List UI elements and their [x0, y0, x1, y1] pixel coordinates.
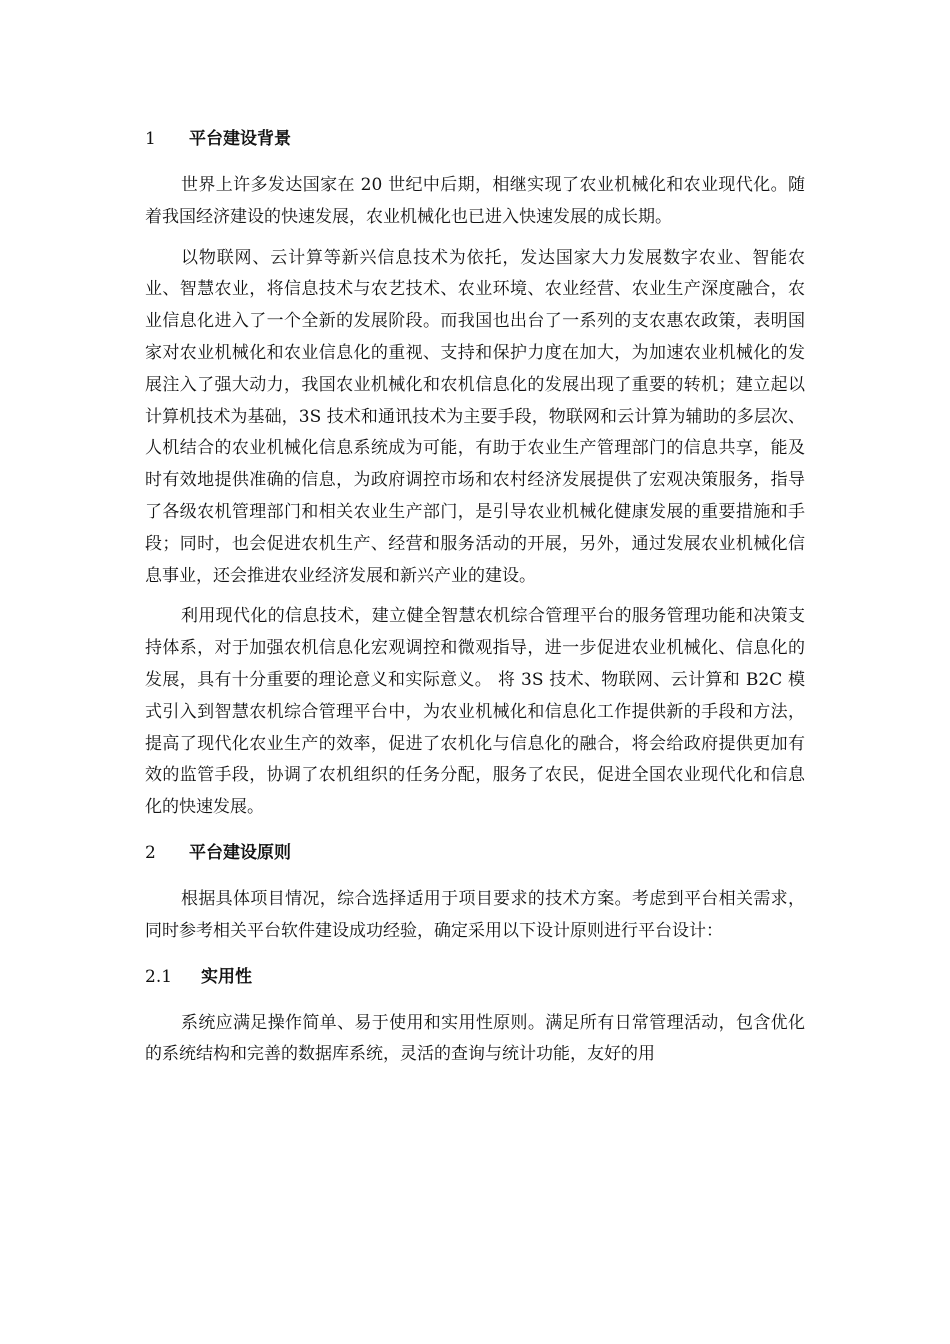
section-heading-2 — [145, 838, 805, 868]
section-title: 平台建设原则 — [189, 842, 291, 863]
document-page — [145, 124, 805, 1071]
paragraph: 以物联网、云计算等新兴信息技术为依托，发达国家大力发展数字农业、智能农业、智慧农业，将信息技术与农艺技术、农业环境、农业经营、农业生产深度融合，农业信息化进入了一个全新的发展阶段。而我国也出台了一系列的支农惠农政策，表明国家对农业机械化和农业信息化的重视、支持和保护力度在加大，为加速农业机械化的发展注入了强大动力，我国农业机械化和农机信息化的发展出现了重要的转机；建立起以计算机技术为基础，3S 技术和通讯技术为主要手段，物联网和云计算为辅助的多层次、人机结合的农业机械化信息系统成为可能，有助于农业生产管理部门的信息共享，能及时有效地提供准确的信息，为政府调控市场和农村经济发展提供了宏观决策服务，指导了各级农机管理部门和相关农业生产部门，是引导农业机械化健康发展的重要措施和手段；同时，也会促进农机生产、经营和服务活动的开展，另外，通过发展农业机械化信息事业，还会推进农业经济发展和新兴产业的建设。 — [145, 247, 805, 586]
paragraph: 世界上许多发达国家在 20 世纪中后期，相继实现了农业机械化和农业现代化。随着我国经济建设的快速发展，农业机械化也已进入快速发展的成长期。 — [145, 175, 805, 227]
section-heading-2-1 — [145, 962, 805, 992]
section-title: 平台建设背景 — [189, 129, 291, 149]
section-title: 实用性 — [201, 966, 252, 987]
paragraph: 系统应满足操作简单、易于使用和实用性原则。满足所有日常管理活动，包含优化的系统结构和完善的数据库系统，灵活的查询与统计功能，友好的用 — [145, 1012, 805, 1065]
section-heading-1 — [145, 124, 805, 154]
paragraph: 根据具体项目情况，综合选择适用于项目要求的技术方案。考虑到平台相关需求，同时参考相关平台软件建设成功经验，确定采用以下设计原则进行平台设计： — [145, 888, 805, 941]
section-number: 1 — [145, 129, 156, 149]
section-number: 2.1 — [145, 966, 173, 987]
section-number: 2 — [145, 842, 156, 863]
paragraph: 利用现代化的信息技术，建立健全智慧农机综合管理平台的服务管理功能和决策支持体系，对于加强农机信息化宏观调控和微观指导，进一步促进农业机械化、信息化的发展，具有十分重要的理论意义和实际意义。 将 3S 技术、物联网、云计算和 B2C 模式引入到智慧农机综合管理平台中，为农业机械化和信息化工作提供新的手段和方法，提高了现代化农业生产的效率，促进了农机化与信息化的融合，将会给政府提供更加有效的监管手段，协调了农机组织的任务分配，服务了农民，促进全国农业现代化和信息化的快速发展。 — [145, 606, 805, 818]
